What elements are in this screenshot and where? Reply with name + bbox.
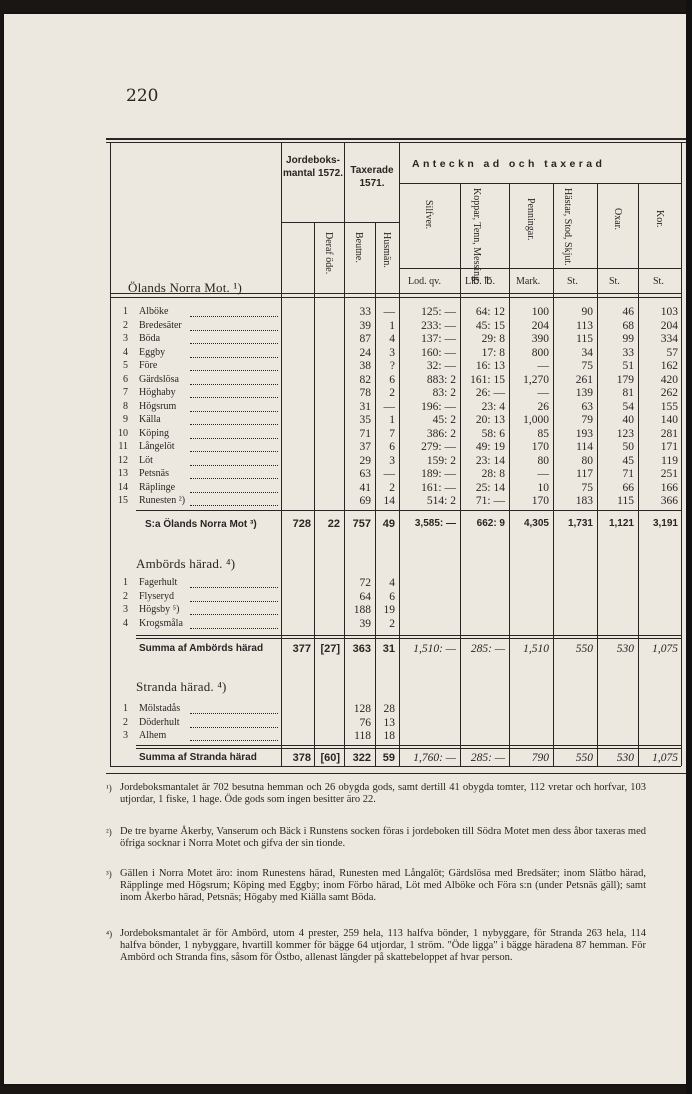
cell-penn: 1,000: [523, 414, 549, 426]
cell-beutne: 78: [359, 387, 371, 399]
cell-hastar: 79: [581, 414, 593, 426]
leader-dots: [190, 601, 278, 602]
leader-dots: [190, 505, 278, 506]
cell-penn: 85: [537, 427, 549, 440]
sum-koppar: 662: 9: [476, 518, 505, 529]
unit-st: St.: [609, 276, 620, 287]
place-name: Räplinge: [139, 481, 176, 493]
sum-label-ambord: Summa af Ambörds härad: [139, 643, 264, 654]
cell-kor: 420: [660, 373, 678, 386]
footnote-1: [106, 782, 646, 806]
header-line: [281, 222, 399, 223]
cell-kor: 334: [660, 333, 678, 345]
cell-penn: 80: [537, 454, 549, 467]
cell-koppar: 26: —: [475, 387, 505, 399]
unit-mark: Mark.: [516, 276, 541, 287]
cell-oxar: 99: [622, 333, 634, 345]
cell-hastar: 113: [576, 319, 593, 332]
cell-hastar: 139: [575, 387, 593, 399]
cell-husman: 3: [389, 346, 395, 359]
cell-koppar: 161: 15: [470, 373, 505, 386]
section-title-stranda: Stranda härad. ⁴): [136, 679, 227, 694]
leader-dots: [190, 727, 278, 728]
header-antecknad: Anteckn ad och taxerad: [412, 158, 606, 170]
sum-beutne: 757: [352, 518, 371, 530]
cell-hastar: 261: [575, 373, 593, 386]
sum-husman: 49: [382, 518, 395, 530]
place-name: Högsby ⁵): [139, 604, 180, 615]
cell-koppar: 16: 13: [475, 360, 505, 372]
page-edge-shadow: [686, 0, 692, 1094]
cell-penn: 204: [531, 319, 549, 332]
row-number: 14: [118, 481, 128, 493]
footnote-mark: ⁴): [106, 929, 113, 939]
unit-st: St.: [653, 276, 664, 287]
cell-beutne: 82: [359, 373, 371, 386]
cell-koppar: 23: 4: [481, 400, 505, 413]
sum-silfver: 3,585: —: [414, 518, 456, 529]
cell-husman: 14: [383, 495, 395, 507]
cell-husman: —: [383, 468, 395, 480]
cell-koppar: 29: 8: [481, 333, 505, 345]
leader-dots: [190, 451, 278, 452]
cell-silfver: 45: 2: [432, 414, 456, 426]
sum-kor: 1,075: [652, 643, 678, 655]
footnote-mark: ²): [106, 827, 112, 837]
leader-dots: [190, 614, 278, 615]
row-number: 1: [123, 703, 128, 714]
header-line: [110, 297, 681, 298]
place-name: Döderhult: [139, 716, 180, 728]
header-line: [399, 183, 681, 184]
header-beutne: Beutne.: [353, 232, 364, 263]
sum-oxar: 530: [616, 752, 634, 764]
cell-husman: —: [383, 306, 395, 318]
header-taxerade: Taxerade 1571.: [350, 165, 394, 189]
cell-husman: ?: [389, 360, 395, 372]
footnote-text: Gällen i Norra Motet äro: inom Runestens härad, Runesten med Långalöt; Gärdslösa med Bredsäter; inom Slätbo härad, Räpplinge med Högsrum; Köping med Eggby; inom Förbo härad, Löt med Alböke och Föra s:n (under Petsnäs gäll); samt inom Åkerbo härad, Petsnäs; Högaby med Kiälla samt Böda.: [120, 868, 646, 903]
cell-beutne: 64: [359, 590, 371, 603]
footnote-text: Jordeboksmantalet är 702 besutna hemman och 26 obygda gods, samt dertill 41 obygda tomter, 112 vretar och horfvar, 103 utjordar, 1 fiske, 1 hage. Öde gods som ingen besitter äro 22.: [120, 782, 646, 805]
cell-kor: 119: [661, 454, 678, 467]
cell-beutne: 41: [359, 481, 371, 494]
cell-hastar: 63: [581, 400, 593, 413]
cell-beutne: 63: [359, 468, 371, 480]
row-number: 2: [123, 319, 128, 331]
header-hastar: Hästar, Stod, Skjut.: [562, 188, 573, 266]
sum-silfver: 1,760: —: [413, 752, 456, 764]
sum-hastar: 1,731: [567, 518, 593, 529]
leader-dots: [190, 492, 278, 493]
sum-ode: [60]: [320, 752, 340, 764]
place-name: Petsnäs: [139, 468, 169, 479]
sum-label-norra: S:a Ölands Norra Mot ³): [145, 519, 257, 530]
cell-husman: 1: [389, 414, 395, 426]
cell-penn: 1,270: [523, 373, 549, 386]
cell-beutne: 76: [359, 716, 371, 729]
cell-kor: 251: [660, 468, 678, 480]
cell-penn: 170: [531, 495, 549, 507]
sum-ode: [27]: [320, 643, 340, 655]
cell-oxar: 54: [622, 400, 634, 413]
row-number: 9: [123, 414, 128, 425]
leader-dots: [190, 384, 278, 385]
sum-penn: 4,305: [523, 518, 549, 529]
cell-silfver: 386: 2: [426, 427, 456, 440]
cell-hastar: 80: [581, 454, 593, 467]
section-title-norra: Ölands Norra Mot. ¹): [128, 280, 243, 295]
sum-jord: 377: [292, 643, 311, 655]
cell-beutne: 118: [354, 730, 371, 742]
sum-line: [136, 745, 681, 746]
cell-silfver: 196: —: [421, 400, 456, 413]
header-husman: Husmän.: [381, 232, 392, 268]
cell-oxar: 66: [622, 481, 634, 494]
cell-silfver: 137: —: [421, 333, 456, 345]
cell-beutne: 39: [359, 319, 371, 332]
row-number: 4: [123, 617, 128, 629]
cell-hastar: 115: [576, 333, 593, 345]
leader-dots: [190, 713, 278, 714]
cell-beutne: 72: [359, 577, 371, 589]
cell-penn: 26: [537, 400, 549, 413]
footnote-4: [106, 928, 646, 964]
cell-kor: 140: [660, 414, 678, 426]
col-line: [110, 143, 111, 766]
cell-husman: 2: [389, 481, 395, 494]
cell-husman: 18: [383, 730, 395, 742]
place-name: Flyseryd: [139, 590, 174, 602]
cell-silfver: 883: 2: [426, 373, 456, 386]
row-number: 11: [118, 441, 128, 452]
cell-husman: 1: [389, 319, 395, 332]
cell-penn: —: [537, 360, 549, 372]
cell-oxar: 68: [622, 319, 634, 332]
cell-beutne: 38: [359, 360, 371, 372]
header-jordeboks: Jordeboks-mantal 1572.: [282, 155, 344, 179]
row-number: 6: [123, 373, 128, 385]
row-number: 8: [123, 400, 128, 412]
row-number: 3: [123, 730, 128, 741]
cell-koppar: 20: 13: [475, 414, 505, 426]
cell-husman: 7: [389, 427, 395, 440]
cell-husman: 4: [389, 333, 395, 345]
footnote-rule: [106, 773, 686, 774]
sum-penn: 1,510: [523, 643, 549, 655]
cell-penn: 100: [531, 306, 549, 318]
unit-lb: L℔. ℔.: [465, 276, 495, 287]
cell-kor: 103: [660, 306, 678, 318]
top-rule-thin: [106, 142, 686, 143]
cell-silfver: 83: 2: [432, 387, 456, 399]
cell-beutne: 188: [353, 604, 371, 616]
cell-penn: —: [537, 468, 549, 480]
cell-husman: 2: [389, 617, 395, 630]
sum-line: [136, 635, 681, 636]
cell-kor: 262: [660, 387, 678, 399]
sum-label-stranda: Summa af Stranda härad: [139, 752, 257, 763]
leader-dots: [190, 587, 278, 588]
cell-beutne: 71: [359, 427, 371, 440]
cell-silfver: 279: —: [421, 441, 456, 453]
cell-beutne: 87: [359, 333, 371, 345]
place-name: Runesten ²): [139, 495, 186, 506]
cell-husman: —: [383, 400, 395, 413]
cell-oxar: 81: [622, 387, 634, 399]
sum-koppar: 285: —: [470, 752, 505, 764]
leader-dots: [190, 316, 278, 317]
cell-beutne: 33: [359, 306, 371, 318]
cell-koppar: 49: 19: [475, 441, 505, 453]
sum-jord: 728: [292, 518, 311, 530]
section-title-ambord: Ambörds härad. ⁴): [136, 556, 236, 571]
cell-oxar: 45: [622, 454, 634, 467]
cell-silfver: 160: —: [421, 346, 456, 359]
place-name: Alhem: [139, 730, 167, 741]
header-deraf-ode: Deraf öde.: [323, 232, 334, 275]
unit-st: St.: [567, 276, 578, 287]
cell-kor: 166: [660, 481, 678, 494]
sum-line: [136, 748, 681, 749]
cell-hastar: 75: [581, 481, 593, 494]
cell-kor: 366: [660, 495, 678, 507]
row-number: 5: [123, 360, 128, 371]
sum-beutne: 363: [352, 643, 371, 655]
cell-husman: 4: [389, 577, 395, 589]
cell-koppar: 45: 15: [475, 319, 505, 332]
cell-penn: 170: [531, 441, 549, 453]
row-number: 1: [123, 306, 128, 317]
cell-koppar: 17: 8: [481, 346, 505, 359]
sum-husman: 59: [382, 752, 395, 764]
cell-koppar: 23: 14: [475, 454, 505, 467]
cell-kor: 204: [660, 319, 678, 332]
cell-koppar: 71: —: [475, 495, 505, 507]
cell-penn: 800: [531, 346, 549, 359]
cell-husman: 6: [389, 441, 395, 453]
leader-dots: [190, 357, 278, 358]
page-number: 220: [126, 86, 159, 106]
sum-husman: 31: [382, 643, 395, 655]
leader-dots: [190, 330, 278, 331]
sum-kor: 3,191: [652, 518, 678, 529]
cell-oxar: 115: [617, 495, 634, 507]
place-name: Högsrum: [139, 400, 177, 412]
cell-oxar: 51: [622, 360, 634, 372]
cell-husman: 6: [389, 590, 395, 603]
cell-koppar: 64: 12: [475, 306, 505, 318]
place-name: Köping: [139, 427, 169, 439]
cell-kor: 155: [660, 400, 678, 413]
cell-oxar: 33: [622, 346, 634, 359]
top-rule: [106, 138, 686, 140]
place-name: Alböke: [139, 306, 169, 317]
cell-silfver: 32: —: [426, 360, 456, 372]
cell-silfver: 514: 2: [426, 495, 456, 507]
cell-oxar: 71: [622, 468, 634, 480]
row-number: 2: [123, 590, 128, 602]
place-name: Löt: [139, 454, 153, 466]
sum-penn: 790: [531, 752, 549, 764]
place-name: Böda: [139, 333, 161, 344]
cell-husman: 13: [383, 716, 395, 729]
cell-kor: 171: [660, 441, 678, 453]
cell-oxar: 123: [616, 427, 634, 440]
place-name: Långelöt: [139, 441, 175, 452]
cell-koppar: 58: 6: [481, 427, 505, 440]
leader-dots: [190, 397, 278, 398]
footnote-2: [106, 826, 646, 850]
footnote-text: De tre byarne Åkerby, Vanserum och Bäck i Runstens socken föras i jordeboken till Södra Motet men dess åbor taxeras med öfriga socknar i Norra Motet och gifva der sin tionde.: [120, 826, 646, 849]
col-line: [281, 143, 282, 766]
cell-penn: 390: [531, 333, 549, 345]
cell-hastar: 90: [581, 306, 593, 318]
header-kor: Kor.: [654, 210, 665, 228]
row-number: 3: [123, 333, 128, 344]
sum-oxar: 1,121: [608, 518, 634, 529]
place-name: Källa: [139, 414, 161, 425]
cell-penn: 10: [537, 481, 549, 494]
unit-lod: Lod. qv.: [408, 276, 441, 287]
leader-dots: [190, 343, 278, 344]
place-name: Gärdslösa: [139, 373, 179, 385]
bottom-line: [110, 766, 681, 767]
cell-husman: 19: [383, 604, 395, 616]
cell-silfver: 159: 2: [426, 454, 456, 467]
row-number: 13: [118, 468, 128, 479]
sum-line: [136, 510, 681, 511]
leader-dots: [190, 424, 278, 425]
cell-hastar: 34: [581, 346, 593, 359]
row-number: 15: [118, 495, 128, 506]
cell-hastar: 114: [576, 441, 593, 453]
sum-hastar: 550: [575, 643, 593, 655]
cell-hastar: 75: [581, 360, 593, 372]
header-oxar: Oxar.: [612, 208, 623, 230]
cell-kor: 281: [660, 427, 678, 440]
leader-dots: [190, 740, 278, 741]
sum-beutne: 322: [352, 752, 371, 764]
sum-oxar: 530: [616, 643, 634, 655]
cell-kor: 57: [666, 346, 678, 359]
sum-silfver: 1,510: —: [413, 643, 456, 655]
leader-dots: [190, 478, 278, 479]
row-number: 3: [123, 604, 128, 615]
cell-oxar: 179: [616, 373, 634, 386]
footnote-mark: ³): [106, 869, 112, 879]
cell-beutne: 35: [359, 414, 371, 426]
row-number: 7: [123, 387, 128, 398]
cell-beutne: 37: [359, 441, 371, 453]
footnote-3: [106, 868, 646, 904]
row-number: 10: [118, 427, 128, 439]
place-name: Eggby: [139, 346, 166, 358]
header-koppar: Koppar, Tenn, Messing.: [471, 188, 482, 284]
cell-husman: 6: [389, 373, 395, 386]
sum-kor: 1,075: [652, 752, 678, 764]
row-number: 4: [123, 346, 128, 358]
cell-beutne: 24: [359, 346, 371, 359]
leader-dots: [190, 370, 278, 371]
place-name: Bredesäter: [139, 319, 182, 331]
cell-husman: 2: [389, 387, 395, 399]
place-name: Mölstadås: [139, 703, 181, 714]
cell-hastar: 193: [575, 427, 593, 440]
place-name: Krogsmåla: [139, 617, 183, 629]
cell-husman: 28: [383, 703, 395, 715]
sum-jord: 378: [292, 752, 311, 764]
cell-hastar: 117: [576, 468, 593, 480]
cell-oxar: 50: [622, 441, 634, 453]
leader-dots: [190, 465, 278, 466]
col-line: [375, 222, 376, 766]
cell-silfver: 125: —: [421, 306, 456, 318]
cell-silfver: 233: —: [421, 319, 456, 332]
place-name: Före: [139, 360, 158, 371]
leader-dots: [190, 628, 278, 629]
footnote-text: Jordeboksmantalet är för Ambörd, utom 4 prester, 259 hela, 113 halfva bönder, 1 nybyggare, för Stranda 263 hela, 114 halfva bönder, 1 nybyggare, hvartill kommer för bägge 64 utjordar, 1 ström. "Öde ligga" i bägge häradena 87 hemman. För Ambörd och Stranda fins, såsom för Östbo, allenast längder på skattebeloppet af hvar person.: [120, 928, 646, 963]
cell-koppar: 25: 14: [475, 481, 505, 494]
header-penningar: Penningar.: [525, 198, 536, 241]
footnote-mark: ¹): [106, 783, 112, 793]
leader-dots: [190, 438, 278, 439]
cell-silfver: 189: —: [421, 468, 456, 480]
cell-beutne: 29: [359, 454, 371, 467]
row-number: 2: [123, 716, 128, 728]
col-line: [681, 143, 682, 766]
sum-line: [136, 638, 681, 639]
place-name: Höghaby: [139, 387, 176, 398]
cell-husman: 3: [389, 454, 395, 467]
cell-oxar: 46: [622, 306, 634, 318]
cell-oxar: 40: [622, 414, 634, 426]
leader-dots: [190, 411, 278, 412]
cell-hastar: 183: [575, 495, 593, 507]
row-number: 12: [118, 454, 128, 466]
cell-beutne: 128: [353, 703, 371, 715]
cell-silfver: 161: —: [421, 481, 456, 494]
cell-koppar: 28: 8: [481, 468, 505, 480]
col-line: [314, 222, 315, 766]
cell-beutne: 69: [359, 495, 371, 507]
cell-penn: —: [537, 387, 549, 399]
header-silfver: Silfver.: [423, 200, 434, 230]
cell-beutne: 39: [359, 617, 371, 630]
cell-kor: 162: [660, 360, 678, 372]
cell-beutne: 31: [359, 400, 371, 413]
header-line: [399, 268, 681, 269]
sum-koppar: 285: —: [470, 643, 505, 655]
sum-ode: 22: [327, 518, 340, 530]
sum-hastar: 550: [575, 752, 593, 764]
row-number: 1: [123, 577, 128, 588]
place-name: Fagerhult: [139, 577, 178, 588]
